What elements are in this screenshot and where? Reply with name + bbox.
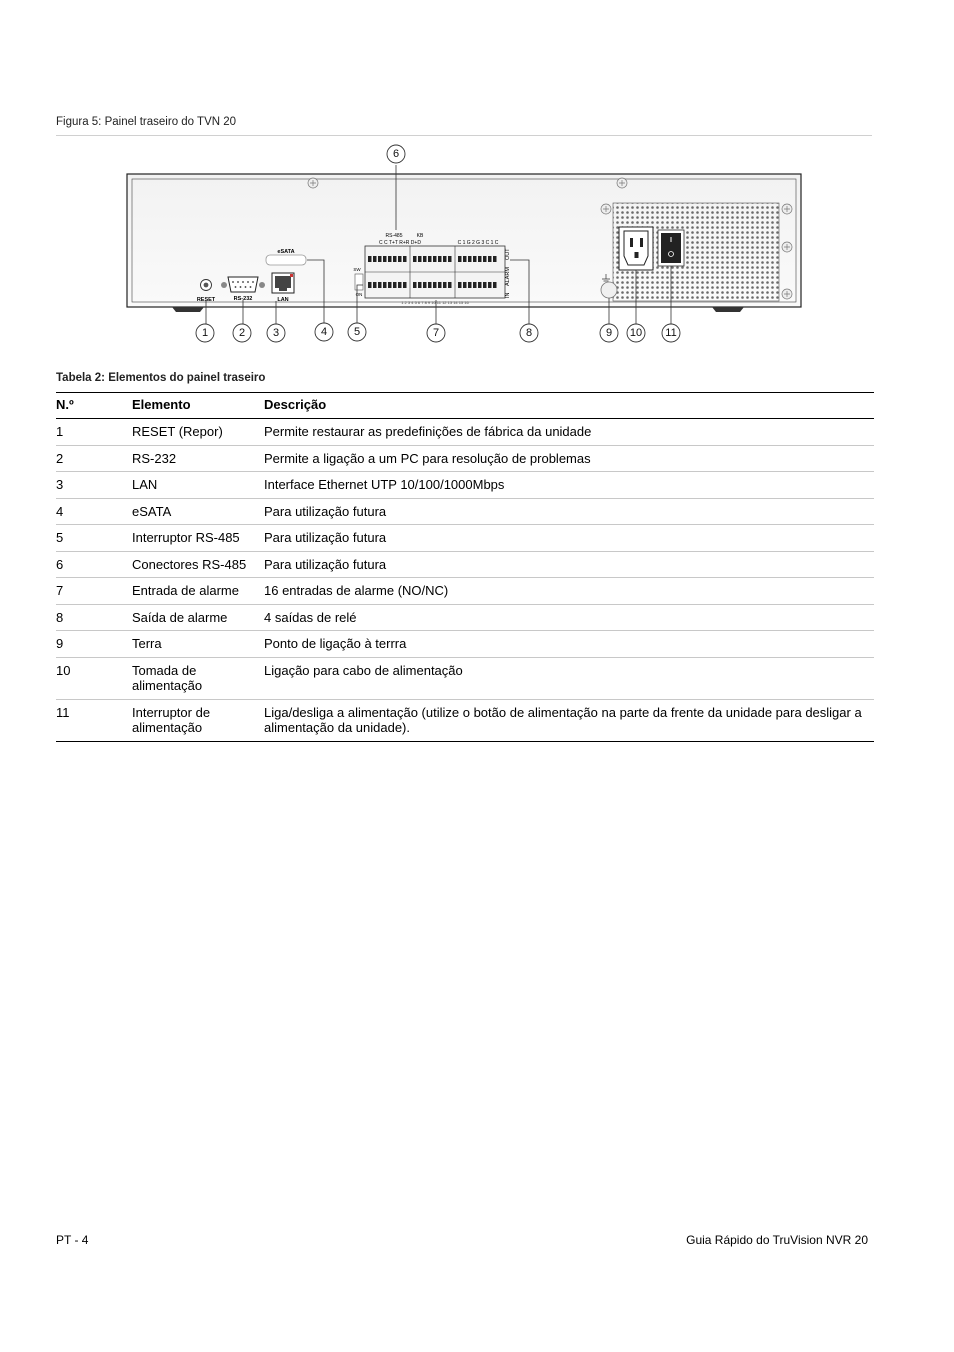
reset-label: RESET — [196, 297, 216, 303]
svg-text:9: 9 — [605, 327, 613, 339]
alarm-label: ALARM — [505, 267, 511, 286]
svg-text:8: 8 — [525, 327, 533, 339]
row-description: Ponto de ligação à terrra — [264, 631, 874, 658]
row-number: 1 — [56, 419, 132, 446]
row-number: 8 — [56, 604, 132, 631]
svg-text:10: 10 — [629, 327, 643, 339]
page-number: PT - 4 — [56, 1233, 89, 1247]
row-element: Entrada de alarme — [132, 578, 264, 605]
svg-text:4: 4 — [320, 326, 328, 338]
callout-5 — [348, 323, 366, 341]
esata-label: eSATA — [277, 249, 295, 255]
rs485-switch-icon — [355, 274, 363, 290]
row-element: Interruptor RS-485 — [132, 525, 264, 552]
callout-9 — [600, 324, 618, 342]
row-description: Para utilização futura — [264, 525, 874, 552]
row-description: Ligação para cabo de alimentação — [264, 657, 874, 699]
header-description: Descrição — [264, 393, 874, 419]
callout-4 — [315, 323, 333, 341]
table-row — [56, 604, 874, 631]
caption-divider — [56, 135, 872, 136]
table-caption: Tabela 2: Elementos do painel traseiro — [56, 372, 266, 384]
document-title: Guia Rápido do TruVision NVR 20 — [686, 1233, 868, 1247]
callout-6 — [387, 145, 405, 163]
svg-text:1: 1 — [201, 327, 209, 339]
rs485-label: RS-485 — [385, 233, 403, 239]
row-number: 5 — [56, 525, 132, 552]
alarm-terminal-block-icon — [365, 246, 505, 305]
row-element: eSATA — [132, 498, 264, 525]
callout-8 — [520, 324, 538, 342]
in-label: IN — [505, 292, 511, 298]
header-element: Elemento — [132, 393, 264, 419]
row-description: 16 entradas de alarme (NO/NC) — [264, 578, 874, 605]
table-row — [56, 657, 874, 699]
kb-label: KB — [416, 233, 424, 239]
screw-icon — [782, 289, 792, 299]
row-description: Permite a ligação a um PC para resolução de problemas — [264, 445, 874, 472]
svg-text:11: 11 — [665, 327, 677, 339]
svg-text:1 2 3 4 5 6 7 8 9 10: 1 2 3 4 5 6 7 8 9 10 11 12 13 14 15 16 — [401, 300, 469, 305]
table-row — [56, 419, 874, 446]
svg-text:5: 5 — [353, 326, 361, 338]
screw-icon — [601, 204, 611, 214]
svg-text:7: 7 — [432, 327, 440, 339]
rear-panel-elements-table — [56, 392, 874, 742]
callout-3 — [267, 324, 285, 342]
screw-icon — [782, 242, 792, 252]
power-switch-icon — [658, 230, 684, 266]
table-row — [56, 578, 874, 605]
esata-port-icon — [266, 255, 306, 265]
rs232-label: RS-232 — [233, 296, 253, 302]
callout-1 — [196, 324, 214, 342]
table-row — [56, 525, 874, 552]
svg-text:3: 3 — [272, 327, 280, 339]
table-row — [56, 631, 874, 658]
figure-caption: Figura 5: Painel traseiro do TVN 20 — [56, 116, 237, 128]
callout-2 — [233, 324, 251, 342]
screw-icon — [782, 204, 792, 214]
row-element: Saída de alarme — [132, 604, 264, 631]
screw-icon — [617, 178, 627, 188]
row-description: Liga/desliga a alimentação (utilize o botão de alimentação na parte da frente da unidade para desligar a alimentação da unidade). — [264, 699, 874, 741]
row-element: Terra — [132, 631, 264, 658]
row-description: Para utilização futura — [264, 498, 874, 525]
reset-button-icon — [201, 280, 212, 291]
rear-panel-figure — [120, 140, 810, 348]
row-description: 4 saídas de relé — [264, 604, 874, 631]
svg-text:2: 2 — [238, 327, 246, 339]
table-row — [56, 699, 874, 741]
row-number: 7 — [56, 578, 132, 605]
table-header-row — [56, 393, 874, 419]
on-label: ON — [355, 292, 363, 297]
row-element: Interruptor de alimentação — [132, 699, 264, 741]
row-description: Permite restaurar as predefinições de fábrica da unidade — [264, 419, 874, 446]
svg-text:C C T+T R+R D+D: C C T+T R+R D+D — [379, 240, 421, 246]
row-number: 2 — [56, 445, 132, 472]
table-row — [56, 472, 874, 499]
row-number: 11 — [56, 699, 132, 741]
lan-label: LAN — [277, 297, 289, 303]
table-row — [56, 445, 874, 472]
screw-icon — [308, 178, 318, 188]
sw-label: SW — [353, 267, 361, 272]
row-description: Interface Ethernet UTP 10/100/1000Mbps — [264, 472, 874, 499]
header-number: N.º — [56, 393, 132, 419]
row-number: 3 — [56, 472, 132, 499]
svg-text:6: 6 — [392, 148, 400, 160]
row-number: 10 — [56, 657, 132, 699]
callout-7 — [427, 324, 445, 342]
row-element: RESET (Repor) — [132, 419, 264, 446]
row-element: Conectores RS-485 — [132, 551, 264, 578]
row-number: 6 — [56, 551, 132, 578]
power-socket-icon — [619, 227, 653, 270]
svg-text:C 1 G 2 G 3 C 1 C: C 1 G 2 G 3 C 1 C — [457, 240, 499, 246]
out-label: OUT — [505, 248, 511, 260]
row-description: Para utilização futura — [264, 551, 874, 578]
table-row — [56, 551, 874, 578]
row-element: Tomada de alimentação — [132, 657, 264, 699]
row-element: RS-232 — [132, 445, 264, 472]
table-row — [56, 498, 874, 525]
lan-port-icon — [272, 273, 294, 293]
row-number: 4 — [56, 498, 132, 525]
callout-10 — [627, 324, 645, 342]
row-element: LAN — [132, 472, 264, 499]
row-number: 9 — [56, 631, 132, 658]
callout-11 — [662, 324, 680, 342]
